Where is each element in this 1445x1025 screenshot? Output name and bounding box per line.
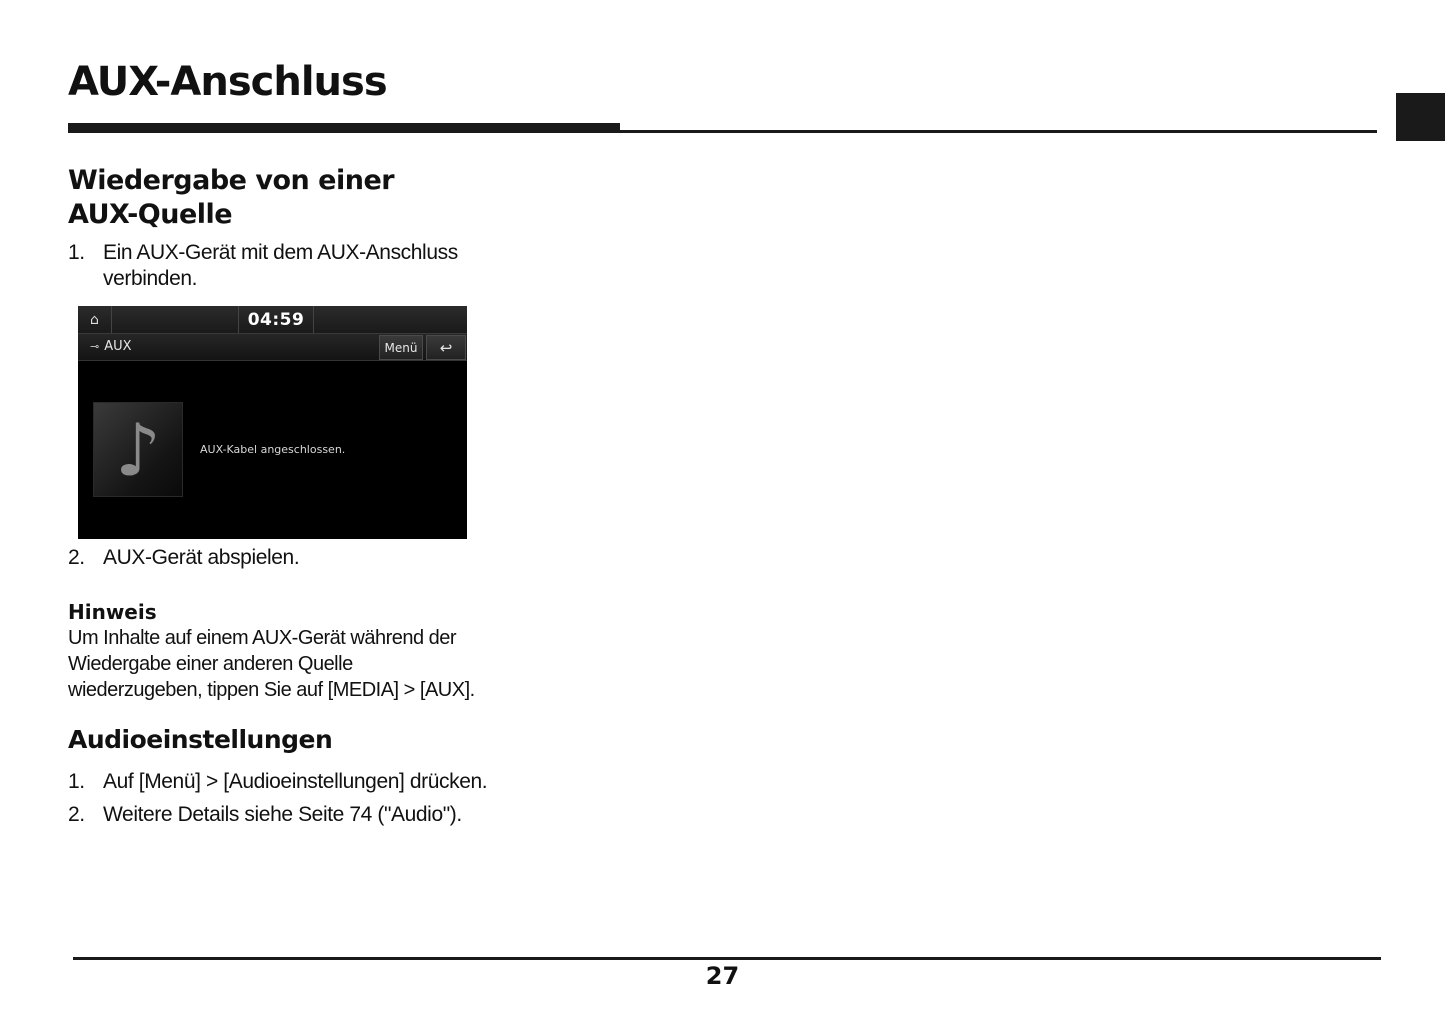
note-text: Um Inhalte auf einem AUX-Gerät während der Wiedergabe einer anderen Quelle wiederzugeben, tippen Sie auf [MEDIA] > [AUX]. [68,627,475,701]
steps-list-aux-playback [68,240,488,292]
step-item [68,545,488,571]
steps-list-audio-settings [68,769,488,828]
aux-plug-icon: ⊸ [90,340,100,353]
step-text: AUX-Gerät abspielen. [103,546,300,569]
source-label [90,339,132,354]
step-number: 2. [68,546,85,569]
page-number: 27 [705,962,740,990]
section-heading-aux-playback: Wiedergabe von einer AUX-Quelle [68,165,395,230]
step-item [68,802,488,828]
title-underline-thin [620,130,1377,133]
step-text: Weitere Details siehe Seite 74 ("Audio"). [103,803,462,826]
chapter-tab-marker [1396,93,1445,141]
home-icon[interactable]: ⌂ [78,306,112,333]
page-title: AUX-Anschluss [68,59,387,105]
step-number: 2. [68,803,85,826]
step-text: Auf [Menü] > [Audioeinstellungen] drücken. [103,770,488,793]
back-icon[interactable]: ↩ [426,335,466,360]
music-note-icon: ♪ [115,407,161,492]
content-column [68,160,488,828]
album-art [93,402,183,497]
note-heading: Hinweis [68,600,157,624]
section-heading-audio-settings: Audioeinstellungen [68,725,333,754]
clock: 04:59 [238,306,314,333]
step-item [68,769,488,795]
source-title-row [78,334,467,361]
menu-button[interactable]: Menü [379,335,423,360]
footer-divider [73,957,1381,960]
title-underline-thick [68,123,620,133]
step-number: 1. [68,770,85,793]
status-bar [78,306,467,334]
step-item [68,240,488,292]
note-block [68,599,488,703]
step-text: Ein AUX-Gerät mit dem AUX-Anschluss verbinden. [103,241,458,290]
infotainment-screen-image [78,306,467,539]
step-number: 1. [68,241,85,264]
steps-list-aux-playback-continued [68,545,488,571]
aux-status-message: AUX-Kabel angeschlossen. [200,443,346,456]
source-label-text: AUX [104,339,132,354]
